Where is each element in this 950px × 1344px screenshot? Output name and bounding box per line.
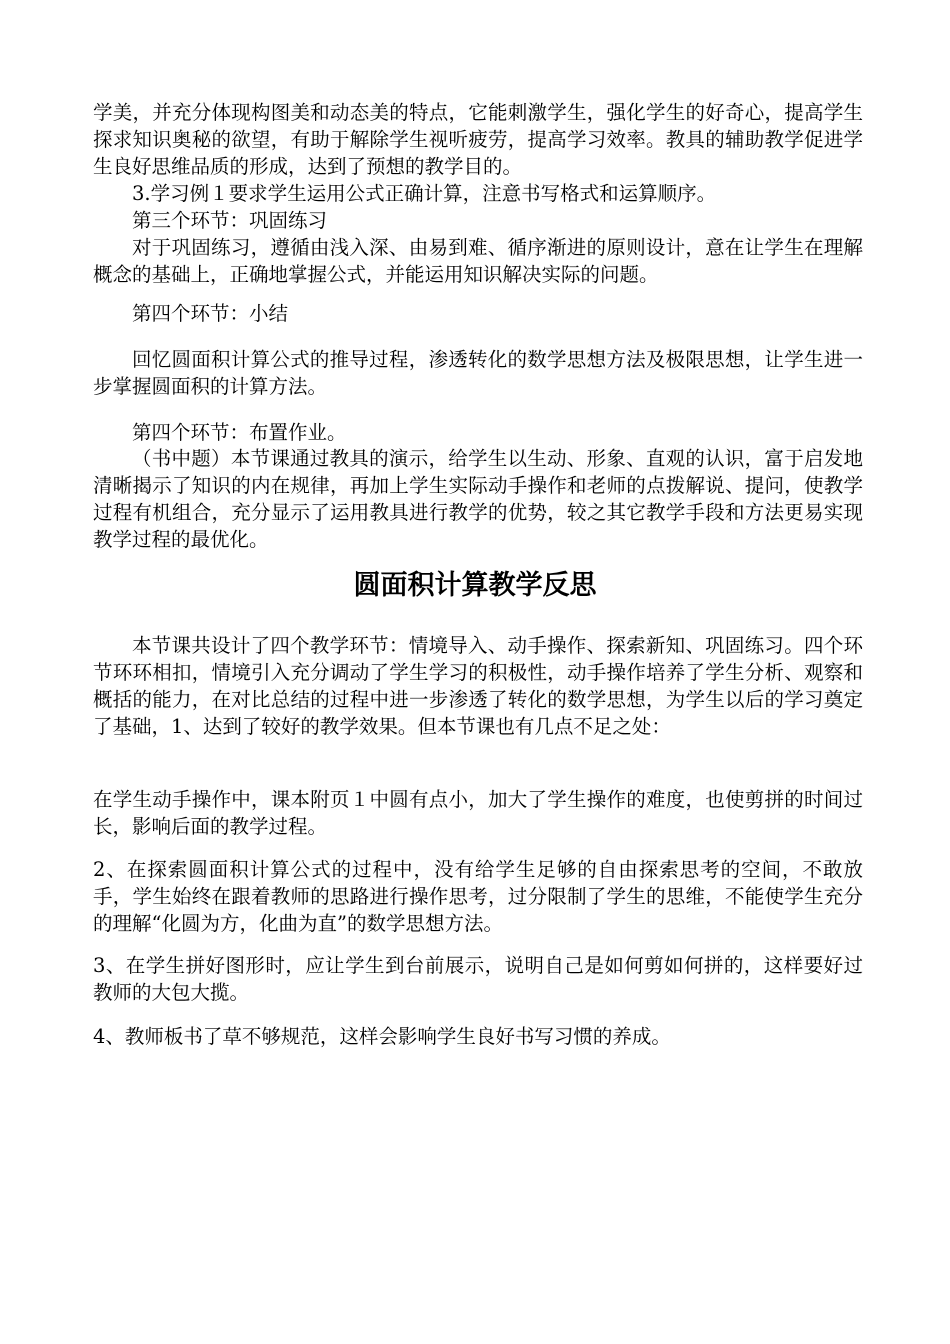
paragraph-summary: 回忆圆面积计算公式的推导过程，渗透转化的数学思想方法及极限思想，让学生进一步掌握圆面积的计算方法。 xyxy=(93,348,863,398)
heading-stage-four-homework: 第四个环节：布置作业。 xyxy=(132,421,347,444)
heading-stage-four-summary: 第四个环节：小结 xyxy=(132,302,289,325)
paragraph-practice: 对于巩固练习，遵循由浅入深、由易到难、循序渐进的原则设计，意在让学生在理解概念的基础上，正确地掌握公式，并能运用知识解决实际的问题。 xyxy=(93,236,863,286)
heading-stage-three: 第三个环节：巩固练习 xyxy=(132,209,328,232)
paragraph-reflection-point-3: 3、在学生拼好图形时，应让学生到台前展示，说明自己是如何剪如何拼的，这样要好过教师的大包大揽。 xyxy=(93,954,863,1004)
reflection-title: 圆面积计算教学反思 xyxy=(353,570,597,601)
paragraph-reflection-point-4: 4、教师板书了草不够规范，这样会影响学生良好书写习惯的养成。 xyxy=(93,1025,671,1048)
paragraph-reflection-intro: 本节课共设计了四个教学环节：情境导入、动手操作、探索新知、巩固练习。四个环节环环相扣，情境引入充分调动了学生学习的积极性，动手操作培养了学生分析、观察和概括的能力，在对比总结的过程中进一步渗透了转化的数学思想，为学生以后的学习奠定了基础，1、达到了较好的教学效果。但本节课也有几点不足之处： xyxy=(93,634,863,738)
paragraph-reflection-point-2: 2、在探索圆面积计算公式的过程中，没有给学生足够的自由探索思考的空间，不敢放手，学生始终在跟着教师的思路进行操作思考，过分限制了学生的思维，不能使学生充分的理解“化圆为方，化曲为直”的数学思想方法。 xyxy=(93,858,863,935)
paragraph-homework: （书中题）本节课通过教具的演示，给学生以生动、形象、直观的认识，富于启发地清晰揭示了知识的内在规律，再加上学生实际动手操作和老师的点拨解说、提问，使教学过程有机组合，充分显示了运用教具进行教学的优势，较之其它教学手段和方法更易实现教学过程的最优化。 xyxy=(93,447,863,551)
paragraph-teaching-aid-effect: 学美，并充分体现构图美和动态美的特点，它能刺激学生，强化学生的好奇心，提高学生探求知识奥秘的欲望，有助于解除学生视听疲劳，提高学习效率。教具的辅助教学促进学生良好思维品质的形成，达到了预想的教学目的。 xyxy=(93,101,863,178)
paragraph-example-one: 3.学习例１要求学生运用公式正确计算，注意书写格式和运算顺序。 xyxy=(132,182,717,205)
paragraph-reflection-point-1: 在学生动手操作中，课本附页１中圆有点小，加大了学生操作的难度，也使剪拼的时间过长，影响后面的教学过程。 xyxy=(93,788,863,838)
